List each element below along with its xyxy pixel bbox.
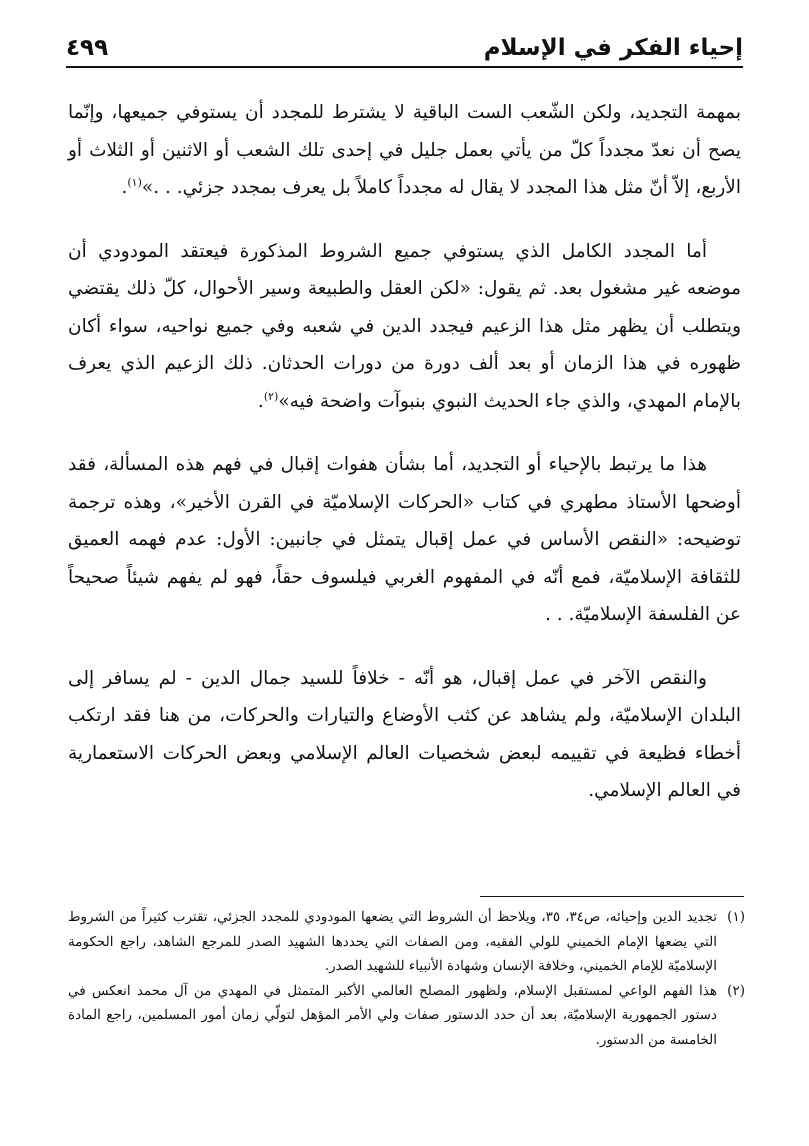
paragraph-1-text: بمهمة التجديد، ولكن الشّعب الست الباقية لا يشترط للمجدد أن يستوفي جميعها، وإنّما يصح أن نعدّ مجدداً كلّ من يأتي بعمل جليل في إحدى تلك الشعب أو الاثنين أو الثلاث أو الأربع، إلاّ أنّ مثل هذا المجدد لا يقال له مجدداً كاملاً بل يعرف بمجدد جزئي. . .»: [68, 102, 741, 198]
footnote-2: [68, 979, 745, 1053]
footnote-ref-2[interactable]: (٢): [263, 389, 279, 403]
footnote-text: هذا الفهم الواعي لمستقبل الإسلام، ولظهور المصلح العالمي الأكبر المتمثل في المهدي من آل محمد انعكس في دستور الجمهورية الإسلاميّة، بعد أن حدد الدستور صفات ولي الأمر المؤهل لتولّي زمان أمور المسلمين، راجع المادة الخامسة من الدستور.: [68, 982, 717, 1048]
footnote-separator: [480, 896, 744, 897]
footnote-marker: (١): [727, 909, 745, 925]
page-number: ٤٩٩: [66, 35, 109, 61]
footnotes: [68, 905, 745, 1052]
footnote-text: تجديد الدين وإحيائه، ص٣٤، ٣٥، ويلاحظ أن الشروط التي يضعها المودودي للمجدد الجزئي، تقترب كثيراً من الشروط التي يضعها الإمام الخميني للولي الفقيه، ومن الصفات التي يحددها الشهيد الصدر للمرجع الشاهد، راجع الحكومة الإسلاميّة للإمام الخميني، وخلافة الإنسان وشهادة الأنبياء للشهيد الصدر.: [68, 909, 717, 974]
header-rule: [66, 66, 743, 68]
paragraph-2: أما المجدد الكامل الذي يستوفي جميع الشروط المذكورة فيعتقد المودودي أن موضعه غير مشغول بعد. ثم يقول: «لكن العقل والطبيعة وسير الأحوال، كلّ ذلك يقتضي ويتطلب أن يظهر مثل هذا الزعيم فيجدد الدين في شعبه وفي جميع نواحيه، سواء أكان ظهوره في هذا الزمان أو بعد ألف دورة من دورات الحدثان. ذلك الزعيم الذي يعرف بالإمام المهدي، والذي جاء الحديث النبوي بنبوآت واضحة فيه»$^{(٢)}$.: [68, 240, 741, 412]
running-title: إحياء الفكر في الإسلام: [483, 35, 743, 61]
running-header: [66, 26, 743, 62]
paragraph-1: بمهمة التجديد، ولكن الشّعب الست الباقية لا يشترط للمجدد أن يستوفي جميعها، وإنّما يصح أن نعدّ مجدداً كلّ من يأتي بعمل جليل في إحدى تلك الشعب أو الاثنين أو الثلاث أو الأربع، إلاّ أنّ مثل هذا المجدد لا يقال له مجدداً كاملاً بل يعرف بمجدد جزئي. . .»$^{(١)}$.: [68, 102, 741, 198]
footnote-marker: (٢): [727, 982, 745, 999]
main-text: [68, 94, 741, 810]
footnote-1: [68, 905, 745, 979]
paragraph-2-text: أما المجدد الكامل الذي يستوفي جميع الشروط المذكورة فيعتقد المودودي أن موضعه غير مشغول بعد. ثم يقول: «لكن العقل والطبيعة وسير الأحوال، كلّ ذلك يقتضي ويتطلب أن يظهر مثل هذا الزعيم فيجدد الدين في شعبه وفي جميع نواحيه، سواء أكان ظهوره في هذا الزمان أو بعد ألف دورة من دورات الحدثان. ذلك الزعيم الذي يعرف بالإمام المهدي، والذي جاء الحديث النبوي بنبوآت واضحة فيه»: [68, 240, 741, 412]
paragraph-4: والنقص الآخر في عمل إقبال، هو أنّه - خلافاً للسيد جمال الدين - لم يسافر إلى البلدان الإسلاميّة، ولم يشاهد عن كثب الأوضاع والتيارات والحركات، من هنا فقد ارتكب أخطاء فظيعة في تقييمه لبعض شخصيات العالم الإسلامي وبعض الحركات الاستعمارية في العالم الإسلامي.: [68, 667, 741, 801]
footnote-ref-1[interactable]: (١): [127, 175, 142, 189]
paragraph-3: هذا ما يرتبط بالإحياء أو التجديد، أما بشأن هفوات إقبال في فهم هذه المسألة، فقد أوضحها الأستاذ مطهري في كتاب «الحركات الإسلاميّة في القرن الأخير»، وهذه ترجمة توضيحه: «النقص الأساس في عمل إقبال يتمثل في جانبين: الأول: عدم فهمه العميق للثقافة الإسلاميّة، فمع أنّه في المفهوم الغربي فيلسوف حقاً، فهو لم يفهم شيئاً صحيحاً عن الفلسفة الإسلاميّة. . .: [68, 454, 741, 625]
